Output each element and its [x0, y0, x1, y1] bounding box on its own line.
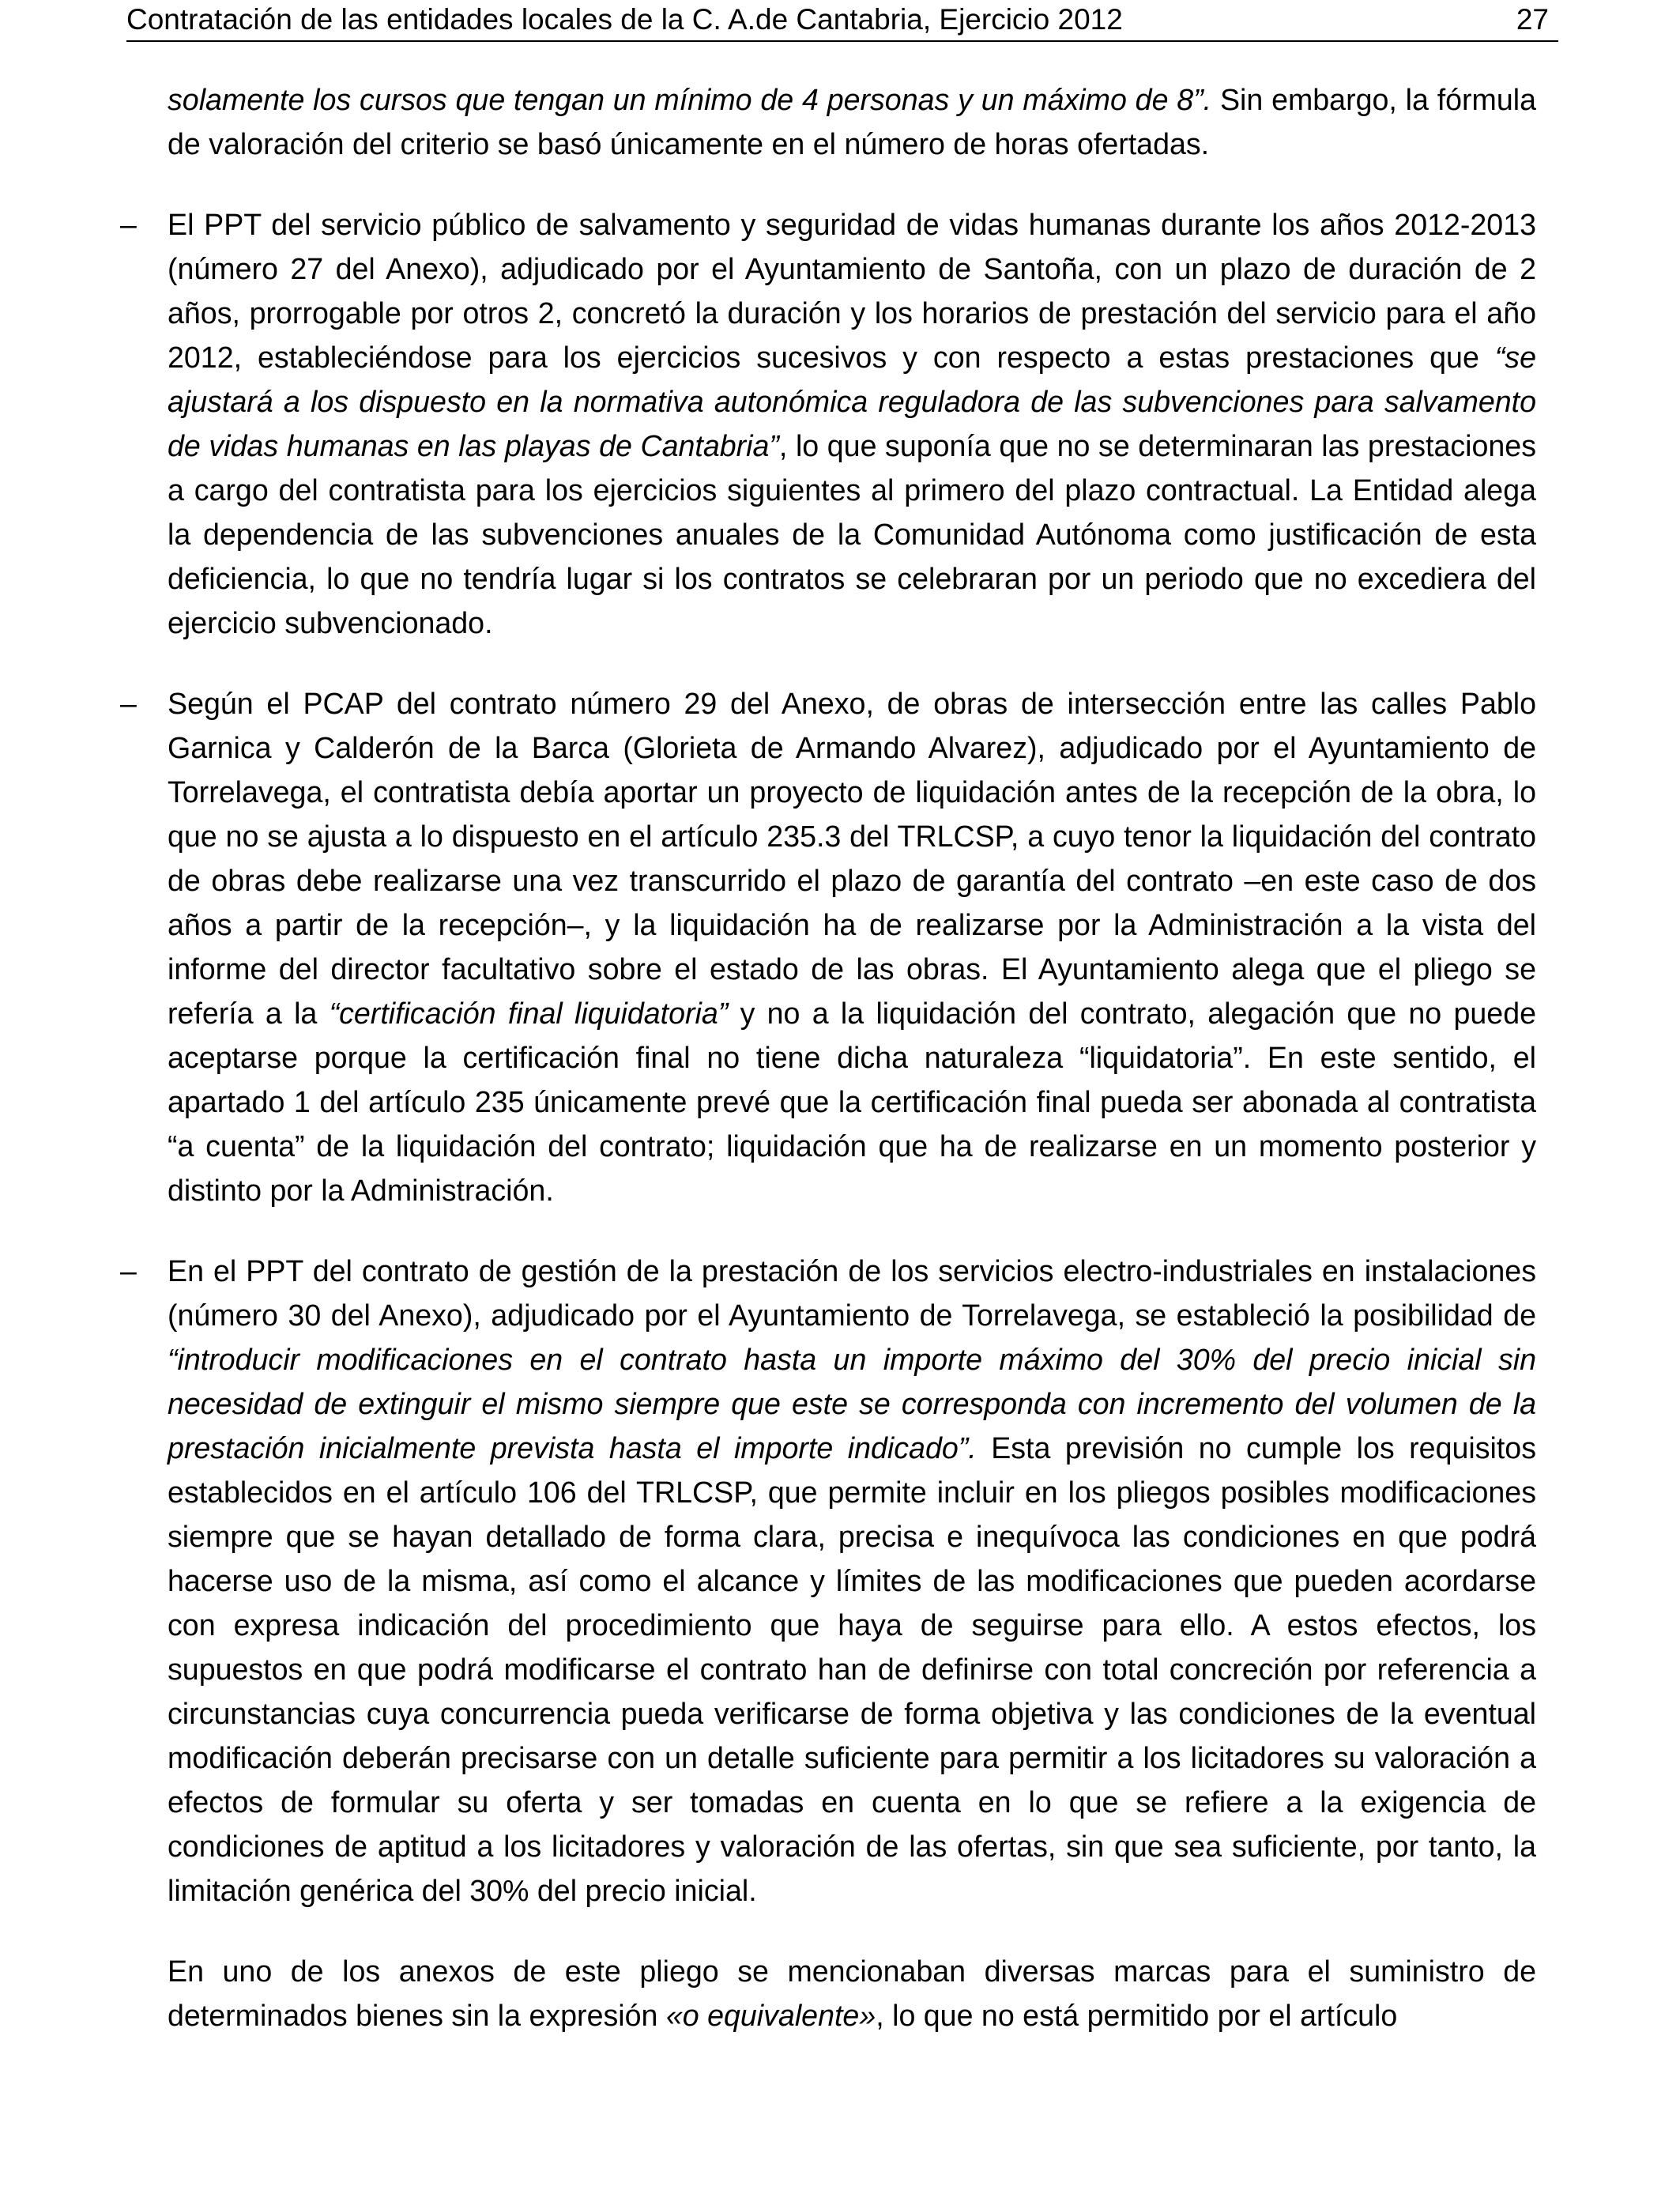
header-title: Contratación de las entidades locales de la C. A.de Cantabria, Ejercicio 2012 — [126, 3, 1123, 36]
bullet-item-pcap-29 — [120, 681, 1536, 1212]
quoted-text: “certificación final liquidatoria” — [329, 997, 729, 1030]
paragraph-text: Según el PCAP del contrato número 29 del Anexo, de obras de intersección entre las calles Pablo Garnica y Calderón de la Barca (Glorieta de Armando Alvarez), adjudicado por el Ayuntamiento de Torrelavega, el contratista debía aportar un proyecto de liquidación antes de la recepción de la obra, lo que no se ajusta a lo dispuesto en el artículo 235.3 del TRLCSP, a cuyo tenor la liquidación del contrato de obras debe realizarse una vez transcurrido el plazo de garantía del contrato –en este caso de dos años a partir de la recepción–, y la liquidación ha de realizarse por la Administración a la vista del informe del director facultativo sobre el estado de las obras. El Ayuntamiento alega que el pliego se refería a la — [168, 687, 1536, 1030]
document-body — [120, 77, 1536, 2038]
quoted-text: “introducir modificaciones en el contrato hasta un importe máximo del 30% del precio inicial sin necesidad de extinguir el mismo siempre que este se corresponda con incremento del volumen de la prestación inicialmente prevista hasta el importe indicado”. — [168, 1343, 1536, 1465]
paragraph-text: En uno de los anexos de este pliego se mencionaban diversas marcas para el suministro de determinados bienes sin la expresión — [168, 1955, 1536, 2032]
bullet-item-santona — [120, 202, 1536, 645]
paragraph-continuation — [168, 77, 1536, 166]
quoted-text: «o equivalente» — [665, 1999, 876, 2032]
paragraph-text: , lo que suponía que no se determinaran las prestaciones a cargo del contratista para los ejercicios siguientes al primero del plazo contractual. La Entidad alega la dependencia de las subvenciones anuales de la Comunidad Autónoma como justificación de esta deficiencia, lo que no tendría lugar si los contratos se celebraran por un periodo que no excediera del ejercicio subvencionado. — [168, 429, 1536, 639]
paragraph-text: y no a la liquidación del contrato, alegación que no puede aceptarse porque la certificación final no tiene dicha naturaleza “liquidatoria”. En este sentido, el apartado 1 del artículo 235 únicamente prevé que la certificación final pueda ser abonada al contratista “a cuenta” de la liquidación del contrato; liquidación que ha de realizarse en un momento posterior y distinto por la Administración. — [168, 997, 1536, 1207]
quoted-text: “se ajustará a los dispuesto en la normativa autonómica reguladora de las subvenciones para salvamento de vidas humanas en las playas de Cantabria” — [168, 341, 1536, 462]
paragraph-text: El PPT del servicio público de salvamento y seguridad de vidas humanas durante los años 2012-2013 (número 27 del Anexo), adjudicado por el Ayuntamiento de Santoña, con un plazo de duración de 2 años, prorrogable por otros 2, concretó la duración y los horarios de prestación del servicio para el año 2012, estableciéndose para los ejercicios sucesivos y con respecto a estas prestaciones que — [168, 208, 1536, 374]
paragraph-text: Sin embargo, la fórmula de valoración del criterio se basó únicamente en el número de horas ofertadas. — [168, 83, 1536, 160]
page-number: 27 — [1516, 3, 1549, 36]
paragraph-text: , lo que no está permitido por el artículo — [876, 1999, 1398, 2032]
bullet-dash: – — [120, 687, 137, 720]
page-header — [126, 2, 1558, 42]
bullet-item-ppt-30 — [120, 1249, 1536, 1913]
quoted-text: solamente los cursos que tengan un mínimo de 4 personas y un máximo de 8”. — [168, 83, 1212, 116]
paragraph-text: En el PPT del contrato de gestión de la prestación de los servicios electro-industriales en instalaciones (número 30 del Anexo), adjudicado por el Ayuntamiento de Torrelavega, se estableció la posibilidad de — [168, 1254, 1536, 1332]
paragraph-text: Esta previsión no cumple los requisitos establecidos en el artículo 106 del TRLCSP, que permite incluir en los pliegos posibles modificaciones siempre que se hayan detallado de forma clara, precisa e inequívoca las condiciones en que podrá hacerse uso de la misma, así como el alcance y límites de las modificaciones que pueden acordarse con expresa indicación del procedimiento que haya de seguirse para ello. A estos efectos, los supuestos en que podrá modificarse el contrato han de definirse con total concreción por referencia a circunstancias cuya concurrencia pueda verificarse de forma objetiva y las condiciones de la eventual modificación deberán precisarse con un detalle suficiente para permitir a los licitadores su valoración a efectos de formular su oferta y ser tomadas en cuenta en lo que se refiere a la exigencia de condiciones de aptitud a los licitadores y valoración de las ofertas, sin que sea suficiente, por tanto, la limitación genérica del 30% del precio inicial. — [168, 1431, 1536, 1907]
bullet-dash: – — [120, 208, 137, 241]
paragraph-anexos — [168, 1949, 1536, 2038]
bullet-dash: – — [120, 1254, 137, 1287]
